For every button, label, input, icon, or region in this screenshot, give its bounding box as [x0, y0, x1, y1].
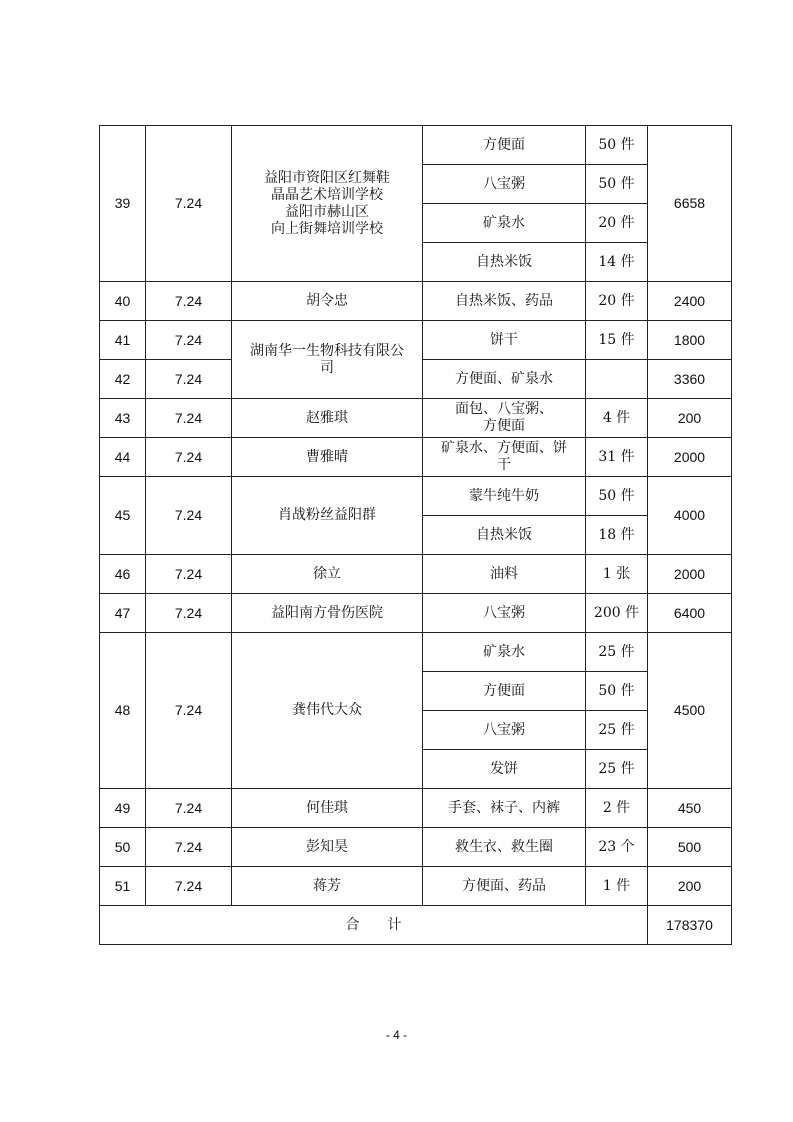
- page-number: - 4 -: [385, 1028, 408, 1042]
- qty-cell: [586, 360, 648, 399]
- table-row: [100, 399, 732, 438]
- amount-cell: 3360: [648, 360, 732, 399]
- amount-cell: 2000: [648, 555, 732, 594]
- table-row: [100, 594, 732, 633]
- amount-cell: 2000: [648, 438, 732, 477]
- item-cell: 方便面、药品: [423, 867, 586, 906]
- row-number: 41: [100, 321, 146, 360]
- amount-cell: 200: [648, 399, 732, 438]
- qty-cell: 15 件: [586, 321, 648, 360]
- amount-cell: 6658: [648, 126, 732, 282]
- qty-cell: 200 件: [586, 594, 648, 633]
- table-row: [100, 555, 732, 594]
- qty-cell: 25 件: [586, 711, 648, 750]
- item-cell: 自热米饭: [423, 243, 586, 282]
- donor-cell: 赵雅琪: [232, 399, 423, 438]
- amount-cell: 1800: [648, 321, 732, 360]
- amount-cell: 2400: [648, 282, 732, 321]
- date-cell: 7.24: [146, 594, 232, 633]
- qty-cell: 4 件: [586, 399, 648, 438]
- date-cell: 7.24: [146, 867, 232, 906]
- date-cell: 7.24: [146, 789, 232, 828]
- table-row: [100, 438, 732, 477]
- table-row: [100, 789, 732, 828]
- item-cell: 面包、八宝粥、 方便面: [423, 399, 586, 438]
- donor-cell: 蒋芳: [232, 867, 423, 906]
- item-cell: 救生衣、救生圈: [423, 828, 586, 867]
- date-cell: 7.24: [146, 828, 232, 867]
- total-amount: 178370: [648, 906, 732, 945]
- table-row: [100, 282, 732, 321]
- donor-cell: 胡令忠: [232, 282, 423, 321]
- amount-cell: 500: [648, 828, 732, 867]
- item-cell: 自热米饭、药品: [423, 282, 586, 321]
- qty-cell: 20 件: [586, 204, 648, 243]
- date-cell: 7.24: [146, 555, 232, 594]
- total-label-text: 合计: [345, 916, 430, 933]
- item-cell: 八宝粥: [423, 165, 586, 204]
- amount-cell: 4000: [648, 477, 732, 555]
- total-label: [100, 906, 648, 945]
- date-cell: 7.24: [146, 477, 232, 555]
- qty-cell: 25 件: [586, 633, 648, 672]
- item-cell: 饼干: [423, 321, 586, 360]
- table-row: [100, 477, 732, 516]
- item-cell: 蒙牛纯牛奶: [423, 477, 586, 516]
- row-number: 47: [100, 594, 146, 633]
- table-row: [100, 126, 732, 165]
- date-cell: 7.24: [146, 438, 232, 477]
- qty-cell: 50 件: [586, 126, 648, 165]
- qty-cell: 20 件: [586, 282, 648, 321]
- amount-cell: 6400: [648, 594, 732, 633]
- row-number: 40: [100, 282, 146, 321]
- item-cell: 八宝粥: [423, 711, 586, 750]
- row-number: 39: [100, 126, 146, 282]
- donor-cell: 益阳南方骨伤医院: [232, 594, 423, 633]
- table-row: [100, 633, 732, 672]
- qty-cell: 1 件: [586, 867, 648, 906]
- row-number: 42: [100, 360, 146, 399]
- amount-cell: 450: [648, 789, 732, 828]
- row-number: 44: [100, 438, 146, 477]
- date-cell: 7.24: [146, 126, 232, 282]
- item-cell: 方便面: [423, 672, 586, 711]
- date-cell: 7.24: [146, 399, 232, 438]
- item-cell: 矿泉水、方便面、饼 干: [423, 438, 586, 477]
- item-cell: 八宝粥: [423, 594, 586, 633]
- amount-cell: 4500: [648, 633, 732, 789]
- row-number: 43: [100, 399, 146, 438]
- item-cell: 方便面、矿泉水: [423, 360, 586, 399]
- qty-cell: 18 件: [586, 516, 648, 555]
- qty-cell: 14 件: [586, 243, 648, 282]
- date-cell: 7.24: [146, 321, 232, 360]
- donor-cell: 彭知昊: [232, 828, 423, 867]
- item-cell: 矿泉水: [423, 204, 586, 243]
- qty-cell: 23 个: [586, 828, 648, 867]
- row-number: 46: [100, 555, 146, 594]
- item-cell: 矿泉水: [423, 633, 586, 672]
- donor-cell: 湖南华一生物科技有限公 司: [232, 321, 423, 399]
- qty-cell: 2 件: [586, 789, 648, 828]
- date-cell: 7.24: [146, 360, 232, 399]
- qty-cell: 25 件: [586, 750, 648, 789]
- date-cell: 7.24: [146, 633, 232, 789]
- item-cell: 油料: [423, 555, 586, 594]
- qty-cell: 50 件: [586, 672, 648, 711]
- donor-cell: 肖战粉丝益阳群: [232, 477, 423, 555]
- donor-cell: 徐立: [232, 555, 423, 594]
- qty-cell: 50 件: [586, 165, 648, 204]
- row-number: 49: [100, 789, 146, 828]
- item-cell: 自热米饭: [423, 516, 586, 555]
- qty-cell: 1 张: [586, 555, 648, 594]
- table-row: [100, 828, 732, 867]
- total-row: [100, 906, 732, 945]
- donor-cell: 益阳市资阳区红舞鞋 晶晶艺术培训学校 益阳市赫山区 向上街舞培训学校: [232, 126, 423, 282]
- qty-cell: 31 件: [586, 438, 648, 477]
- item-cell: 手套、袜子、内裤: [423, 789, 586, 828]
- item-cell: 方便面: [423, 126, 586, 165]
- item-cell: 发饼: [423, 750, 586, 789]
- row-number: 48: [100, 633, 146, 789]
- qty-cell: 50 件: [586, 477, 648, 516]
- donor-cell: 何佳琪: [232, 789, 423, 828]
- amount-cell: 200: [648, 867, 732, 906]
- date-cell: 7.24: [146, 282, 232, 321]
- row-number: 51: [100, 867, 146, 906]
- row-number: 45: [100, 477, 146, 555]
- donor-cell: 曹雅晴: [232, 438, 423, 477]
- donor-cell: 龚伟代大众: [232, 633, 423, 789]
- row-number: 50: [100, 828, 146, 867]
- table-row: [100, 321, 732, 360]
- donation-table: [99, 125, 732, 945]
- table-row: [100, 867, 732, 906]
